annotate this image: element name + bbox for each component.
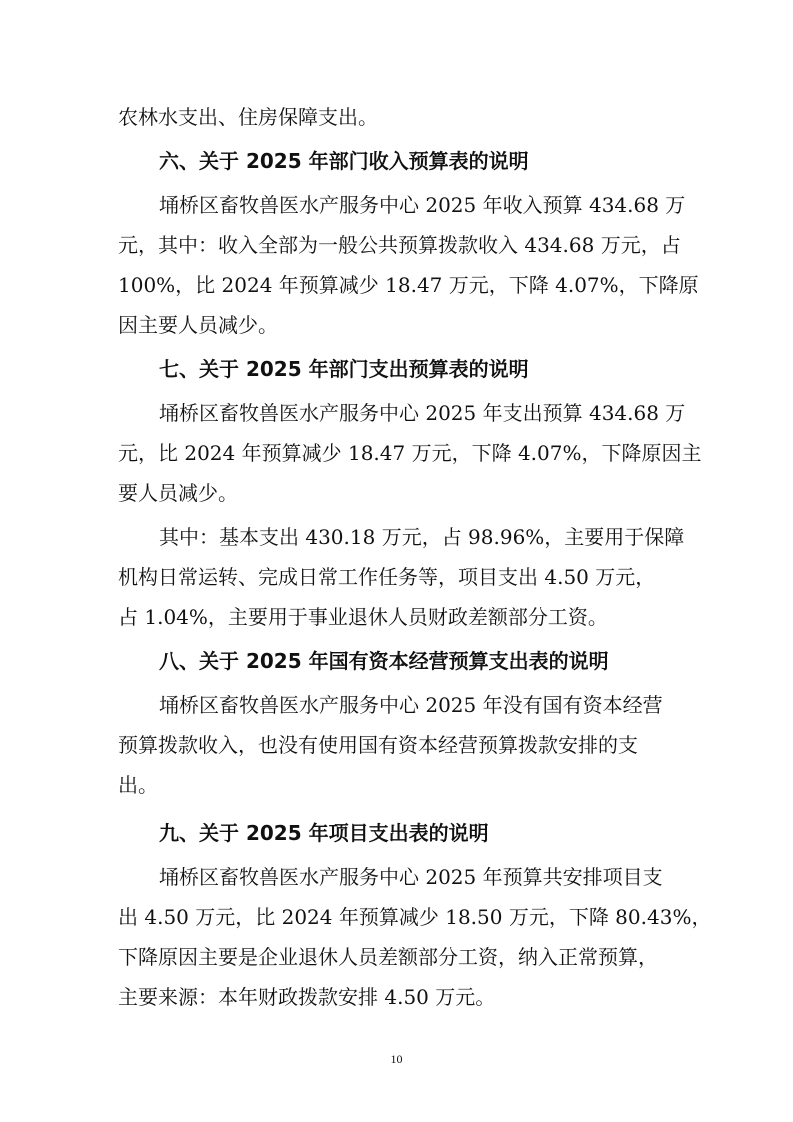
section-heading: 八、关于 2025 年国有资本经营预算支出表的说明 <box>159 649 609 673</box>
body-text-line: 农林水支出、住房保障支出。 <box>118 105 378 129</box>
paragraph-line: 机构日常运转、完成日常工作任务等，项目支出 4.50 万元， <box>118 565 656 589</box>
paragraph-line: 元，比 2024 年预算减少 18.47 万元，下降 4.07%，下降原因主 <box>118 441 702 465</box>
paragraph-line: 元，其中：收入全部为一般公共预算拨款收入 434.68 万元，占 <box>118 233 681 257</box>
paragraph-line: 因主要人员减少。 <box>118 313 278 337</box>
page-number: 10 <box>390 1052 403 1066</box>
paragraph-line: 占 1.04%，主要用于事业退休人员财政差额部分工资。 <box>118 605 608 629</box>
paragraph-line: 出。 <box>118 773 158 797</box>
paragraph-line: 下降原因主要是企业退休人员差额部分工资，纳入正常预算， <box>118 945 658 969</box>
paragraph-line: 100%，比 2024 年预算减少 18.47 万元，下降 4.07%，下降原 <box>118 273 699 297</box>
paragraph-line: 出 4.50 万元，比 2024 年预算减少 18.50 万元，下降 80.43%， <box>118 905 712 929</box>
section-heading: 六、关于 2025 年部门收入预算表的说明 <box>159 149 529 173</box>
paragraph-line: 埇桥区畜牧兽医水产服务中心 2025 年收入预算 434.68 万 <box>159 193 686 217</box>
paragraph-line: 其中：基本支出 430.18 万元，占 98.96%，主要用于保障 <box>159 525 685 549</box>
paragraph-line: 埇桥区畜牧兽医水产服务中心 2025 年没有国有资本经营 <box>159 693 663 717</box>
paragraph-line: 埇桥区畜牧兽医水产服务中心 2025 年预算共安排项目支 <box>159 865 663 889</box>
paragraph-line: 预算拨款收入，也没有使用国有资本经营预算拨款安排的支 <box>118 733 638 757</box>
paragraph-line: 要人员减少。 <box>118 481 238 505</box>
section-heading: 七、关于 2025 年部门支出预算表的说明 <box>159 357 529 381</box>
paragraph-line: 主要来源：本年财政拨款安排 4.50 万元。 <box>118 985 496 1009</box>
section-heading: 九、关于 2025 年项目支出表的说明 <box>159 821 489 845</box>
paragraph-line: 埇桥区畜牧兽医水产服务中心 2025 年支出预算 434.68 万 <box>159 401 686 425</box>
document-body <box>118 97 712 1017</box>
